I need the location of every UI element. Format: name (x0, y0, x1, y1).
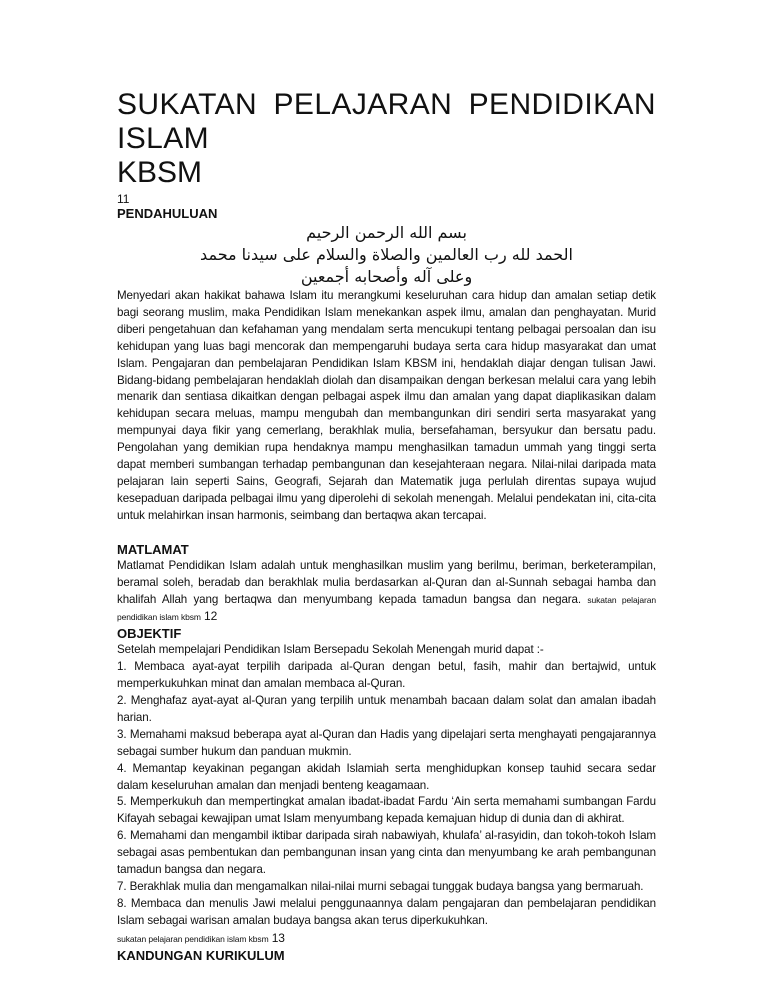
heading-matlamat: MATLAMAT (117, 541, 189, 557)
objektif-item: 1. Membaca ayat-ayat terpilih daripada al-Quran dengan betul, fasih, mahir dan bertajwid, untuk memperkukuhkan minat dan amalan membaca al-Quran. (117, 660, 656, 691)
page-number-top: 11 (117, 192, 130, 206)
arabic-basmalah: بسم الله الرحمن الرحيم (306, 223, 467, 242)
objektif-item: 5. Memperkukuh dan mempertingkat amalan ibadat-ibadat Fardu ‘Ain serta memahami sumbangan Fardu Kifayah sebagai kewajipan umat Islam menyumbang kepada kemajuan hidup di dunia dan di akhirat. (117, 795, 656, 826)
arabic-hamdalah: الحمد لله رب العالمين والصلاة والسلام على سيدنا محمد (200, 245, 573, 264)
objektif-item: 7. Berakhlak mulia dan mengamalkan nilai-nilai murni sebagai tunggak budaya bangsa yang bermaruah. (117, 880, 644, 893)
footer-page-number-1: 12 (204, 609, 218, 624)
matlamat-text: Matlamat Pendidikan Islam adalah untuk menghasilkan muslim yang berilmu, beriman, berketerampilan, beramal soleh, beradab dan berakhlak mulia berdasarkan al-Quran dan al-Sunnah sebagai hamba dan khalifah Allah yang bertaqwa dan menyumbang kepada tamadun bangsa dan negara. (117, 558, 656, 606)
objektif-item: 2. Menghafaz ayat-ayat al-Quran yang terpilih untuk menambah bacaan dalam solat dan amalan ibadah harian. (117, 694, 656, 724)
objektif-item: 3. Memahami maksud beberapa ayat al-Quran dan Hadis yang dipelajari serta menghayati pengajarannya sebagai sumber hukum dan panduan mukmin. (117, 727, 656, 758)
document-title-line2: KBSM (117, 156, 203, 189)
pendahuluan-paragraph: Menyedari akan hakikat bahawa Islam itu merangkumi keseluruhan cara hidup dan amalan setiap detik bagi seorang muslim, maka Pendidikan Islam menekankan aspek ilmu, amalan dan penghayatan. Murid diberi pengetahuan dan kefahaman yang mendalam serta mencukupi tentang pelbagai persoalan dan isu kehidupan yang luas bagi mencorak dan mempengaruhi budaya serta cara hidup masyarakat dan umat Islam. Pengajaran dan pembelajaran Pendidikan Islam KBSM ini, hendaklah diajar dengan tulisan Jawi. Bidang-bidang pembelajaran hendaklah diolah dan disampaikan dengan berkesan melalui cara yang lebih menarik dan sentiasa dikaitkan dengan pelbagai aspek ilmu dan amalan yang dapat diaplikasikan dalam kehidupan secara meluas, mampu mengubah dan membangunkan diri sendiri serta masyarakat yang mempunyai daya fikir yang cemerlang, berakhlak mulia, bersefahaman, bersyukur dan bersatu padu. Pengolahan yang demikian rupa hendaknya mampu menghasilkan tamadun ummah yang tinggi serta dapat memberi sumbangan terhadap pembangunan dan kesejahteraan negara. Nilai-nilai daripada mata pelajaran lain seperti Sains, Geografi, Sejarah dan Matematik juga perlulah direntas supaya wujud kesepaduan daripada pelbagai ilmu yang diperolehi di sekolah menengah. Melalui pendekatan ini, cita-cita untuk melahirkan insan harmonis, seimbang dan bertaqwa akan tercapai. (117, 289, 656, 522)
arabic-salawat: وعلى آله وأصحابه أجمعين (300, 267, 473, 286)
heading-objektif: OBJEKTIF (117, 626, 182, 642)
objektif-item: 8. Membaca dan menulis Jawi melalui penggunaannya dalam pengajaran dan pembelajaran pendidikan Islam sebagai warisan amalan budaya bangsa akan terus diperkukuhkan. (117, 896, 656, 927)
objektif-intro: Setelah mempelajari Pendidikan Islam Bersepadu Sekolah Menengah murid dapat :- (117, 643, 544, 657)
footer-page-number-2: 13 (271, 930, 285, 945)
heading-kandungan-kurikulum: KANDUNGAN KURIKULUM (117, 947, 285, 963)
document-page (117, 88, 656, 964)
objektif-list (117, 642, 656, 947)
footer-small-text-2: sukatan pelajaran pendidikan islam kbsm (117, 933, 269, 944)
objektif-item: 4. Memantap keyakinan pegangan akidah Islamiah serta menghidupkan konsep tauhid secara sedar dalam keseluruhan amalan dan menjadi benteng keagamaan. (117, 761, 656, 792)
matlamat-paragraph (117, 558, 656, 627)
heading-pendahuluan: PENDAHULUAN (117, 206, 218, 221)
footer-small-text-1: sukatan pelajaran pendidikan islam kbsm (117, 594, 656, 623)
document-title-line1: SUKATAN PELAJARAN PENDIDIKAN ISLAM (117, 88, 656, 155)
objektif-item: 6. Memahami dan mengambil iktibar daripada sirah nabawiyah, khulafa’ al-rasyidin, dan tokoh-tokoh Islam sebagai asas pembentukan dan pembangunan insan yang cinta dan menyumbang ke arah pembangunan tamadun bangsa dan negara. (117, 829, 656, 877)
footer-line-2 (117, 930, 656, 948)
